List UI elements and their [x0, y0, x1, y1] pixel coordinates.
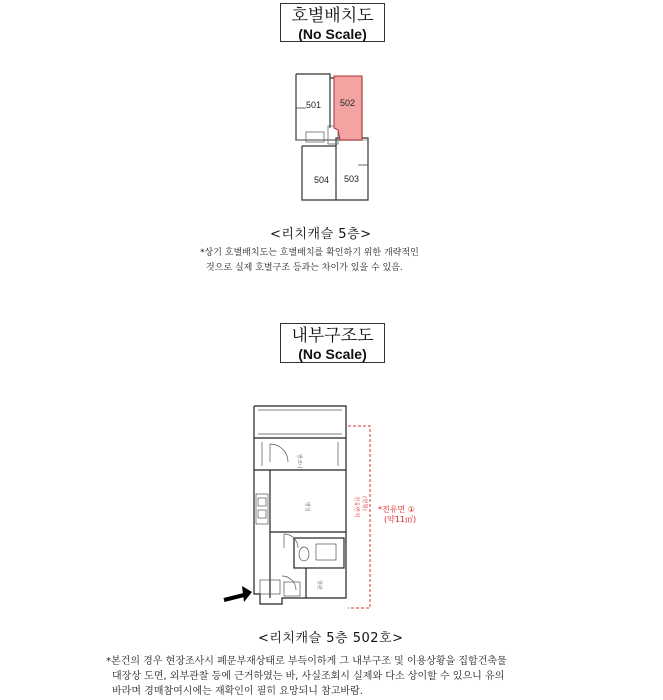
- internal-structure-note-line3: 바라며 경매참여시에는 재확인이 필히 요망되니 참고바람.: [112, 686, 363, 697]
- internal-structure-plan: [222, 398, 382, 613]
- unit-layout-caption: <리치캐슬 5층>: [270, 227, 372, 242]
- unit-layout-title: 호별배치도: [291, 6, 374, 26]
- svg-text:발코니: 발코니: [296, 454, 302, 469]
- unit-label-502: 502: [340, 98, 356, 108]
- svg-text:(현황): (현황): [361, 496, 367, 511]
- unit-layout-title-box: [280, 3, 385, 42]
- unit-layout-subtitle: (No Scale): [298, 26, 367, 42]
- entrance-arrow-icon: [224, 586, 252, 602]
- exclusive-area-label-line2: (약11㎡): [384, 515, 417, 524]
- internal-structure-caption: <리치캐슬 5층 502호>: [258, 631, 404, 646]
- internal-structure-subtitle: (No Scale): [298, 346, 367, 362]
- unit-layout-note-line1: *상기 호별배치도는 호별배치를 확인하기 위한 개략적인: [200, 248, 419, 258]
- internal-structure-note-line2: 대장상 도면, 외부관찰 등에 근거하였는 바, 사실조회시 실제와 다소 상이할 수 있으니 유의: [112, 671, 505, 682]
- svg-text:전유면적: 전유면적: [353, 496, 359, 518]
- internal-structure-title-box: [280, 323, 385, 363]
- unit-layout-plan: [292, 70, 392, 205]
- unit-label-501: 501: [306, 100, 322, 110]
- svg-text:방실: 방실: [304, 502, 310, 512]
- unit-label-504: 504: [314, 175, 330, 185]
- exclusive-area-label-line1: *전유면 ①: [378, 505, 415, 514]
- unit-layout-note-line2: 것으로 실제 호별구조 등과는 차이가 있을 수 있음.: [206, 263, 403, 273]
- unit-label-503: 503: [344, 174, 360, 184]
- internal-structure-note-line1: *본건의 경우 현장조사시 폐문부재상태로 부득이하게 그 내부구조 및 이용상황을 집합건축물: [106, 656, 507, 667]
- unit-502-highlight: [334, 76, 362, 140]
- svg-text:현관: 현관: [316, 580, 322, 590]
- internal-structure-title: 내부구조도: [291, 326, 374, 346]
